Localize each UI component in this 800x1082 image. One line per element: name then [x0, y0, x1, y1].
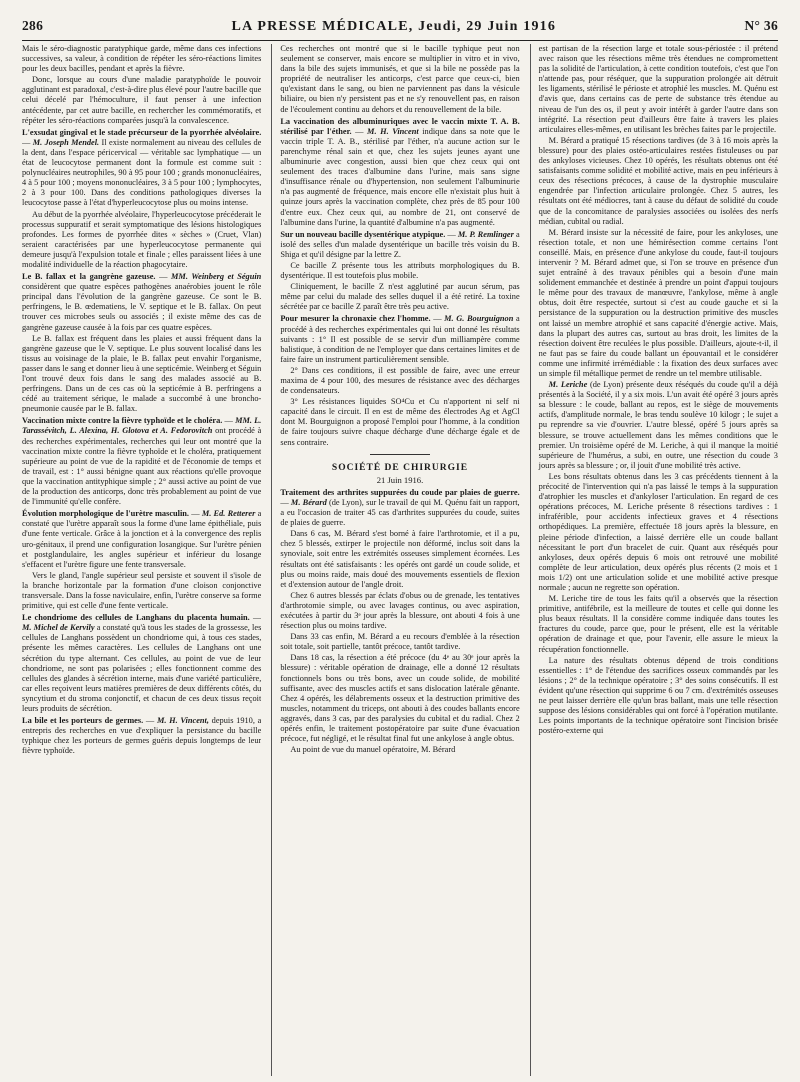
article-paragraph [280, 653, 519, 744]
article-paragraph: L'exsudat gingival et le stade précurseur de la pyorrhée alvéolaire. — M. Joseph Mendel. Il existe normalement au niveau des cellules de la dent, dans l'espace péricervical — véritable sac lymphatique — un état de leucocytose permanent dont la formule est comme suit : polynucléaires neutrophiles, 90 à 95 pour 100 ; grands mononucléaires, 4 à 5 pour 100 ; moyens mononucléaires, 3 à 5 pour 100 ; lymphocytes, 2 à 3 pour 100. Dans des conditions pathologiques diverses la leucocytose passe à l'état d'hyperleucocytose plus ou moins intense. [22, 127, 262, 208]
article-paragraph [280, 745, 519, 755]
article-body: Il existe normalement au niveau des cellules de la dent, dans l'espace péricervical — véritable sac lymphatique — un état de leucocytose permanent dont la formule est comme suit : polynucléaires neutrophiles, 90 à 95 pour 100 ; grands mononucléaires, 4 à 5 pour 100 ; moyens mononucléaires, 3 à 5 pour 100 ; lymphocytes, 2 à 3 pour 100. Dans des conditions pathologiques diverses la leucocytose passe à l'état d'hyperleucocytose plus ou moins intense. [22, 137, 262, 208]
article-paragraph [539, 380, 778, 471]
article-paragraph [539, 136, 778, 227]
article-paragraph: Pour mesurer la chronaxie chez l'homme. — M. G. Bourguignon a procédé à des recherches expérimentales qui lui ont donné les résultats suivants : 1° Il est possible de se servir d'un milliampère comme balistique, à condition de ne l'employer que dans certaines limites et de faire faire un instrument particulièrement sensible. [280, 314, 520, 364]
article-body: Dans 18 cas, la résection a été précoce (du 4ᵉ au 30ᵉ jour après la blessure) : véritable opération de drainage, elle a donné 12 résultats fonctionnels bons ou très bons, avec un coude solide, de mobilité suffisante, avec des muscles actifs et sans dislocation latérale gênante. Chez 4 opérés, les délabrements osseux et la destruction primitive des muscles, notamment du triceps, ont abouti à des coudes ballants encore aggravés, dans 3 cas, par des paralysies du cubital et du radial. Chez 2 opérés enfin, le traitement postopératoire par suite d'une évacuation précoce, fut négligé, et le résultat final fut une ankylose à angle obtus. [280, 653, 520, 744]
article-paragraph [280, 529, 519, 590]
article-body: M. Bérard insiste sur la nécessité de faire, pour les ankyloses, une résection totale, et non une hémirésection comme certains l'ont conseillé. Mais, en présence d'une ankylose du coude, faut-il toujours intervenir ? M. Bérard admet que, si l'on se trouve en présence d'un sujet entraîné à des travaux pénibles qui a besoin d'une main solidement emmanchée et destinée à prendre un point d'appui toujours le même pour des travaux de manœuvre, l'ankylose, même à angle obtus, doit être respectée, surtout si c'est au coude gauche et si la persistance de la suppuration ou la destruction primitive des muscles ont laissé un membre atrophié et sans capacité d'énergie active. Mais, dans la plupart des autres cas, surtout au bras droit, les limites de la résection doivent être reculées le plus possible. D'ailleurs, ajoute-t-il, il ne faut pas se faire du coude ballant un épouvantail et le considérer comme une infirmité irrémédiable : la fixation des deux surfaces avec un simple fil métallique permet de rendre un tel membre utilisable. [538, 227, 778, 378]
article-body: 2° Dans ces conditions, il est possible de faire, avec une erreur maxima de 4 pour 100, des mesures de résistance avec des décharges de condensateurs. [280, 365, 520, 396]
article-body: Le B. fallax est fréquent dans les plaies et aussi fréquent dans la gangrène gazeuse que le V. septique. Le plus souvent localisé dans les tissus au voisinage de la plaie, le B. fallax peut envahir l'organisme, passer dans le sang et donner lieu à une septicémie. Weinberg et Séguin l'ont trouvé deux fois dans le sang des malades associé au B. perfringens. Dans un de ces cas où la septicémie à B. perfringens a cédé au traitement sérique, le malade a succombé à une broncho-pneumonie causée par le B. fallax. [22, 333, 262, 414]
running-head [22, 18, 778, 41]
article-body: (de Lyon), sur le travail de qui M. Quénu fait un rapport, a eu l'occasion de traiter 45 cas d'arthrites suppurées du coude, suites de plaies de guerre. [280, 497, 520, 528]
article-body: Au début de la pyorrhée alvéolaire, l'hyperleucocytose précéderait le processus suppuratif et serait symptomatique des lésions histologiques profondes. Les formes de pyorrhée dites « sèches » (Cruet, Vlan) seraient caractérisées par une hyperleucocytose permanente qui demeure jusqu'à l'expulsion totale et finale ; elles paraissent liées à une modalité individuelle de la réaction phagocytaire. [22, 209, 262, 269]
article-body: Cliniquement, le bacille Z n'est agglutiné par aucun sérum, pas même par celui du malade des selles duquel il a été retiré. La toxine sécrétée par ce bacille Z paraît être très peu active. [280, 282, 520, 312]
column-middle [271, 44, 519, 1076]
article-paragraph [22, 571, 261, 611]
article-paragraph: La vaccination des albuminuriques avec le vaccin mixte T. A. B. stérilisé par l'éther. — M. H. Vincent indique dans sa note que le vaccin triple T. A. B., stérilisé par l'éther, n'a aucune action sur le parenchyme rénal sain et que, chez les sujets jeunes ayant une albuminurie avec congestion, aussi bien que chez ceux qui ont seulement des traces d'albumine dans l'urine, mais sans signe d'insuffisance rénale ou d'hypertension, non seulement l'albuminurie n'a pas augmenté de fréquence, mais encore elle n'existait plus huit à quinze jours après la vaccination complète, chez près de 85 pour 100 d'entre eux. Chez ceux qui, au nombre de 21, ont conservé de l'albumine dans l'urine, la quantité d'albumine n'a pas augmenté. [280, 116, 520, 227]
column-right [530, 44, 778, 1076]
article-heading: Évolution morphologique de l'urètre masculin. [22, 509, 190, 519]
article-author: MM. Weinberg et Séguin [170, 272, 262, 282]
article-body: Mais le séro-diagnostic paratyphique garde, même dans ces infections successives, sa valeur, à condition de répéter les séro-réactions limites pour les deux bacilles, pendant et après la fièvre. [22, 44, 262, 74]
article-paragraph [280, 366, 519, 396]
article-paragraph: Vaccination mixte contre la fièvre typhoïde et le choléra. — MM. L. Tarassévitch, L. Alexina, H. Glotova et A. Fedorovitch ont procédé à des recherches expérimentales, recherches qui leur ont montré que la vaccination mixte contre la fièvre typhoïde et le choléra, pratiquement supérieure au point de vue de la rapidité et de l'économie de temps et de travail, est : 1° aussi bénigne quant aux réactions qu'elle provoque que la vaccination antityphique simple ; 2° aussi active au point de vue de la production des anticorps, donc très probablement au point de vue de l'immunité qu'elle confère. [22, 416, 262, 507]
article-paragraph [280, 44, 519, 115]
article-paragraph [539, 656, 778, 737]
article-body: Ce bacille Z présente tous les attributs morphologiques du B. dysentérique. Il est toutefois plus mobile. [280, 260, 520, 281]
article-heading: L'exsudat gingival et le stade précurseur de la pyorrhée alvéolaire. [22, 127, 262, 137]
article-body: a procédé à des recherches expérimentales qui lui ont donné les résultats suivants : 1° Il est possible de se servir d'un milliampère comme balistique, à condition de ne l'employer que dans certaines limites et de faire faire un instrument particulièrement sensible. [280, 314, 520, 364]
article-paragraph [539, 44, 778, 135]
article-body: M. Bérard a pratiqué 15 résections tardives (de 3 à 16 mois après la blessure) pour des plaies ostéo-articulaires restées fistuleuses ou par des ankyloses vicieuses. Chez 10 opérés, les résultats obtenus ont été satisfaisants comme solidité et mobilité active, mais en peu inférieurs à ceux des résections précoces, à cause de la dystrophie musculaire engendrée par l'infection articulaire prolongée. Chez 5 autres, les résultats ont été médiocres, tant à cause du défaut de solidité du coude que de la concomitance de paralysies associées ou isolées des nerfs médian, cubital ou radial. [538, 135, 778, 226]
article-body: Vers le gland, l'angle supérieur seul persiste et souvent il s'isole de la branche horizontale par la formation d'une cloison conjonctive transversale. Dans la fosse naviculaire, enfin, l'urètre conserve sa forme primitive, qui est celle d'une fente verticale. [22, 570, 262, 611]
article-paragraph [22, 75, 261, 125]
article-heading: La vaccination des albuminuriques avec le vaccin mixte T. A. B. stérilisé par l'éther. [280, 116, 520, 136]
article-author: M. H. Vincent, [156, 716, 209, 726]
article-body: ont procédé à des recherches expérimentales, recherches qui leur ont montré que la vaccination mixte contre la fièvre typhoïde et le choléra, pratiquement supérieure au point de vue de la rapidité et de l'économie de temps et de travail, est : 1° aussi bénigne quant aux réactions qu'elle provoque que la vaccination antityphique simple ; 2° aussi active au point de vue de la production des anticorps, donc très probablement au point de vue de l'immunité qu'elle confère. [22, 426, 262, 507]
article-heading: Pour mesurer la chronaxie chez l'homme. [280, 314, 431, 324]
article-author: M. P. Remlinger [457, 229, 514, 239]
article-body: Au point de vue du manuel opératoire, M. Bérard [290, 745, 456, 755]
text-columns [22, 44, 778, 1076]
article-body: a isolé des selles d'un malade dysentérique un bacille très voisin du B. Shiga et qu'il désigne par la lettre Z. [280, 229, 520, 259]
article-heading: Le B. fallax et la gangrène gazeuse. [22, 272, 156, 282]
section-date: 21 Juin 1916. [376, 474, 424, 485]
article-paragraph [539, 228, 778, 379]
journal-title: LA PRESSE MÉDICALE, Jeudi, 29 Juin 1916 [231, 19, 557, 34]
article-author: M. H. Vincent [367, 126, 419, 136]
page-number: 286 [22, 18, 44, 33]
article-heading: Le chondriome des cellules de Langhans du placenta humain. [22, 613, 250, 623]
article-body: Ces recherches ont montré que si le bacille typhique peut non seulement se conserver, mais encore se multiplier in vitro et in vivo, dans la bile des sujets immunisés, et que si la bile ne possède pas la propriété de neutraliser les anticorps, c'est parce que ceux-ci, bien qu'existant dans le sang, ou bien ne parviennent pas dans la vésicule biliaire, ou bien n'y persistent pas et ne s'y renouvellent pas, en raison de l'écoulement continu au dehors et du renouvellement de la bile. [280, 44, 520, 114]
article-paragraph: Le chondriome des cellules de Langhans du placenta humain. — M. Michel de Kervily a constaté qu'à tous les stades de la grossesse, les cellules de Langhans possèdent un chondriome qui, à tous ces stades, présente les mêmes caractères. Les cellules de Langhans ont une sécrétion du type alternant. Ces cellules, au point de vue de leur chondriome, ne sont pas polarisées ; elles fonctionnent comme des cellules des glandes à sécrétion interne, mais d'une variété particulière, car elles reçoivent leurs matières premières de deux différents côtés, du syncytium et du stroma conjonctif, et chacun de ces deux tissus reçoit leurs produits de sécrétion. [22, 613, 262, 713]
article-paragraph [280, 591, 519, 631]
article-paragraph: Évolution morphologique de l'urètre masculin. — M. Ed. Retterer a constaté que l'urètre apparaît sous la forme d'une lame épithéliale, puis d'une fente verticale. Grâce à la jonction et à la convergence des replis uro-génitaux, il prend une configuration losangique. Sur l'urètre pénien et postglandulaire, les angles supérieur et inférieur du losange s'effacent et l'urètre figure une fente transversale. [22, 509, 262, 569]
article-paragraph: Le B. fallax et la gangrène gazeuse. — MM. Weinberg et Séguin considèrent que quatre espèces pathogènes anaérobies jouent le rôle principal dans l'évolution de la gangrène gazeuse. Ce sont le B. perfringens, le B. œdematiens, le V. septique et le B. fallax. On peut trouver ces microbes seuls ou associés ; il existe même des cas de gangrène gazeuse causée à la fois par ces quatre espèces. [22, 272, 262, 332]
article-heading: Traitement des arthrites suppurées du coude par plaies de guerre. [280, 487, 520, 497]
article-body: Dans 6 cas, M. Bérard s'est borné à faire l'arthrotomie, et il a pu, chez 5 blessés, extirper le projectile non déformé, inclus soit dans la synoviale, soit entre les extrémités osseuses simplement écornées. Les résultats ont été satisfaisants : les opérés ont gardé un coude solide, et plus ou moins raide, mais doué des mouvements essentiels de flexion et d'extension autour de l'angle droit. [280, 529, 520, 589]
article-author: M. Bérard [290, 497, 327, 507]
article-heading: La bile et les porteurs de germes. [22, 716, 144, 726]
article-paragraph [280, 397, 519, 447]
article-heading: Vaccination mixte contre la fièvre typhoïde et le choléra. [22, 416, 223, 426]
article-paragraph [22, 44, 261, 74]
article-author: M. Joseph Mendel. [32, 137, 100, 147]
article-body: Dans 33 cas enfin, M. Bérard a eu recours d'emblée à la résection soit totale, soit partielle, tantôt précoce, tantôt tardive. [280, 632, 520, 652]
article-paragraph [280, 261, 519, 281]
article-body: a constaté qu'à tous les stades de la grossesse, les cellules de Langhans possèdent un chondriome qui, à tous ces stades, présente les mêmes caractères. Les cellules de Langhans ont une sécrétion du type alternant. Ces cellules, au point de vue de leur chondriome, ne sont pas polarisées ; elles fonctionnent comme des cellules des glandes à sécrétion interne, mais d'une variété particulière, car elles reçoivent leurs matières premières de deux différents côtés, du syncytium et du stroma conjonctif, et chacun de ces deux tissus reçoit leurs produits de sécrétion. [22, 623, 262, 713]
article-heading: Sur un nouveau bacille dysentérique atypique. [280, 229, 446, 239]
article-paragraph: La bile et les porteurs de germes. — M. H. Vincent, depuis 1910, a entrepris des recherches en vue d'expliquer la persistance du bacille typhique chez les porteurs de germes guéris depuis longtemps de leur fièvre typhoïde. [22, 716, 262, 756]
article-body: considèrent que quatre espèces pathogènes anaérobies jouent le rôle principal dans l'évolution de la gangrène gazeuse. Ce sont le B. perfringens, le B. œdematiens, le V. septique et le B. fallax. On peut trouver ces microbes seuls ou associés ; il existe même des cas de gangrène gazeuse causée à la fois par ces quatre espèces. [22, 282, 262, 332]
article-body: a constaté que l'urètre apparaît sous la forme d'une lame épithéliale, puis d'une fente verticale. Grâce à la jonction et à la convergence des replis uro-génitaux, il prend une configuration losangique. Sur l'urètre pénien et postglandulaire, les angles supérieur et inférieur du losange s'effacent et l'urètre figure une fente transversale. [22, 509, 262, 569]
article-body: 3° Les résistances liquides SO⁴Cu et Cu n'apportent ni self ni capacité dans le circuit. Il en est de même des électrodes Ag et AgCl dont M. Bourguignon a proposé l'emploi pour l'homme, à la condition de faire toujours suivre chaque décharge d'une décharge égale et de sens contraire. [280, 397, 520, 447]
article-body: La nature des résultats obtenus dépend de trois conditions essentielles : 1° de l'étendue des sacrifices osseux commandés par les lésions ; 2° de la technique opératoire ; 3° des soins consécutifs. Il est évident qu'une résection qui supprime 6 ou 7 cm. d'extrémités osseuses ne peut laisser derrière elle qu'un bras ballant, mais une telle résection suppose des lésions considérables qui ont forcé à l'opération mutilante. Les points importants de la technique opératoire sont l'incision brisée postéro-externe qui [538, 655, 778, 736]
article-body: (de Lyon) présente deux réséqués du coude qu'il a déjà présentés à la Société, il y a six mois. L'un avait été opéré 3 jours après sa blessure : le coude, ballant au repos, est le siège de mouvements actifs, d'amplitude normale, le bras tendu soulève 10 kilogr ; le sujet a pu reprendre sa vie d'ouvrier. L'autre blessé, opéré 5 jours après sa blessure, se trouve actuellement dans les mêmes conditions que le premier. Un troisième opéré de M. Leriche, à qui il manque la moitié supérieure de l'humérus, a subi, en outre, une résection du coude 3 jours après sa blessure ; or, il jouit d'une mobilité très active. [538, 380, 778, 470]
section-divider [370, 454, 430, 455]
article-author: MM. L. Tarassévitch, L. Alexina, H. Glotova et A. Fedorovitch [22, 416, 262, 436]
article-paragraph: Sur un nouveau bacille dysentérique atypique. — M. P. Remlinger a isolé des selles d'un malade dysentérique un bacille très voisin du B. Shiga et qu'il désigne par la lettre Z. [280, 229, 520, 259]
article-body: M. Leriche tire de tous les faits qu'il a observés que la résection primitive, antifébrile, est la meilleure de toutes et celle qui donne les plus beaux résultats. Il la considère comme indiquée dans toutes les fractures du coude, parce que, pour le présent, elle est la véritable opération de drainage et que, pour l'avenir, elle assure le mieux la récupération fonctionnelle. [538, 594, 778, 654]
article-paragraph [22, 210, 261, 271]
section-title: SOCIÉTÉ DE CHIRURGIE [331, 462, 469, 473]
article-body: est partisan de la résection large et totale sous-périostée : il prétend avec raison que les résections même très étendues ne compromettent pas la solidité de l'articulation, à cette condition toutefois, c'est que l'on n'attende pas, pour réséquer, que la suppuration prolongée ait détruit les ligaments, stérilisé le périoste et atrophié les muscles. M. Quénu est d'avis que, dans certains cas de perte de substance très étendue au niveau de l'un des os, il peut y avoir intérêt à garder l'autre dans son intégrité. La résection peut d'ailleurs être faite à travers les plaies articulaires elles-mêmes, en utilisant les brèches faites par le projectile. [538, 44, 778, 134]
article-author: M. Ed. Retterer [201, 509, 256, 519]
article-author: M. G. Bourguignon [444, 314, 514, 324]
article-body: Chez 6 autres blessés par éclats d'obus ou de grenade, les tentatives d'arthrotomie simple, ou avec lavages continus, ou avec aspiration, exécutées à partir du 3ᵉ jour après la blessure, ont abouti 4 fois à une résection plus ou moins tardive. [280, 590, 520, 631]
article-body: Les bons résultats obtenus dans les 3 cas précédents tiennent à la précocité de l'intervention qui n'a pas laissé le temps à la suppuration d'atrophier les muscles et d'ankyloser l'articulation. En regard de ces opérations précoces, M. Leriche présente 8 résections tardives : 1 infraférible, pour accidents infectieux graves et 4 résections orthopédiques. La première, effectuée 18 jours après la blessure, en pleine période d'infection, a laissé derrière elle un coude ballant nécessitant le port d'un bracelet de cuir. Quant aux réséqués pour ankyloses, deux opérés depuis 6 mois ont retrouvé une mobilité complète de leur articulation, deux opérés plus récents (2 mois et 1 mois 1/2) ont une articulation solide et une mobilité active presque normale ; aucun ne regrette son opération. [538, 471, 778, 592]
article-paragraph [280, 282, 519, 312]
article-author: M. Leriche [548, 380, 588, 390]
column-left [22, 44, 261, 1076]
article-author: M. Michel de Kervily [22, 623, 95, 633]
article-body: Donc, lorsque au cours d'une maladie paratyphoïde le pouvoir agglutinant est paradoxal, c'est-à-dire plus élevé pour l'autre bacille que celui décelé par l'hémoculture, il faut penser à une infection antécédente, par cet autre bacille, en rechercher les commémoratifs, et répéter les séro-réactions comparées jusqu'à la convalescence. [22, 75, 262, 125]
article-body: depuis 1910, a entrepris des recherches en vue d'expliquer la persistance du bacille typhique chez les porteurs de germes guéris depuis longtemps de leur fièvre typhoïde. [22, 716, 262, 756]
article-paragraph [539, 594, 778, 655]
issue-number: N° 36 [744, 18, 778, 33]
article-paragraph [539, 472, 778, 593]
article-paragraph [280, 632, 519, 652]
article-body: indique dans sa note que le vaccin triple T. A. B., stérilisé par l'éther, n'a aucune action sur le parenchyme rénal sain et que, chez les sujets jeunes ayant une albuminurie avec congestion, aussi bien que chez ceux qui ont seulement des traces d'albumine dans l'urine, mais sans signe d'insuffisance rénale ou d'hypertension, non seulement l'albuminurie n'a pas augmenté de fréquence, mais encore elle n'existait plus huit à quinze jours après la vaccination complète, chez près de 85 pour 100 d'entre eux. Chez ceux qui, au nombre de 21, ont conservé de l'albumine dans l'urine, la quantité d'albumine n'a pas augmenté. [280, 126, 520, 227]
article-paragraph: Traitement des arthrites suppurées du coude par plaies de guerre. — M. Bérard (de Lyon), sur le travail de qui M. Quénu fait un rapport, a eu l'occasion de traiter 45 cas d'arthrites suppurées du coude, suites de plaies de guerre. [280, 487, 520, 528]
article-paragraph [22, 334, 261, 415]
